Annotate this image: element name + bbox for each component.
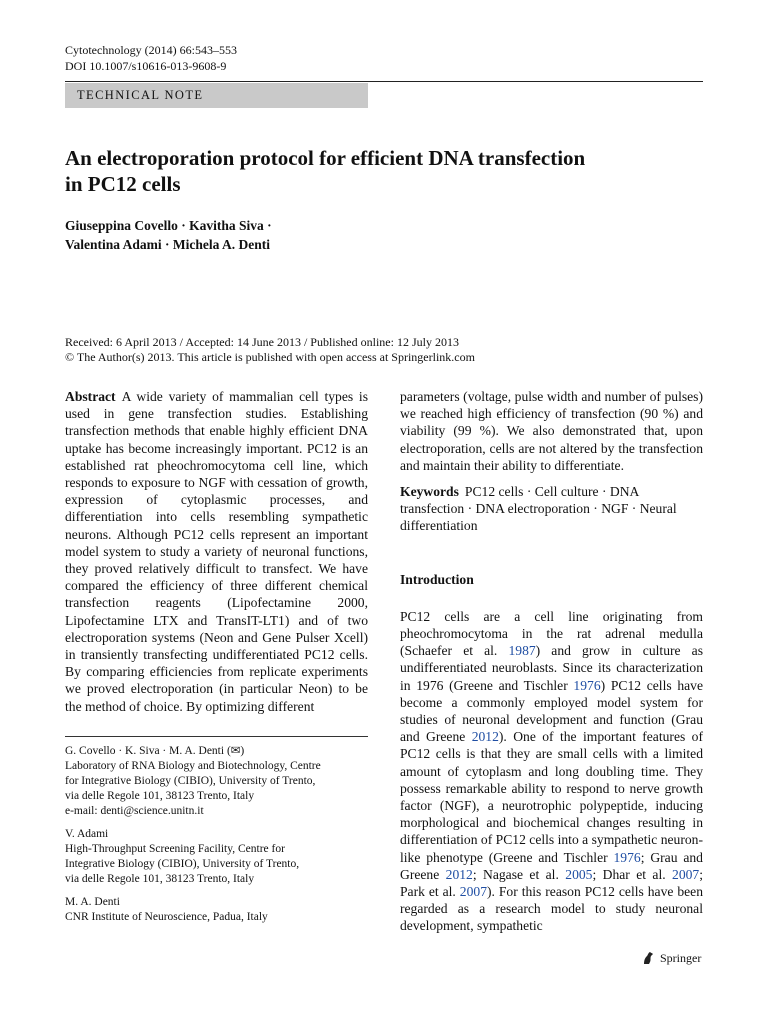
intro-text: ). For this reason PC12 cells have been regarded as a research model to study neuronal development, sympathetic (400, 884, 704, 934)
reference-link[interactable]: 2007 (672, 866, 700, 882)
affiliation-3 (65, 895, 368, 925)
affiliation-line: Integrative Biology (CIBIO), University of Trento, (65, 858, 300, 870)
title-line-2: in PC12 cells (65, 172, 181, 196)
abstract-column (65, 388, 368, 715)
affiliation-rule (65, 736, 368, 737)
affiliation-line: V. Adami (65, 828, 109, 840)
publication-history (65, 335, 705, 365)
affiliation-line: CNR Institute of Neuroscience, Padua, Italy (65, 911, 268, 923)
keywords-label: Keywords (400, 484, 459, 500)
article-title (65, 145, 705, 197)
publisher-logo (640, 950, 701, 966)
abstract-continued: parameters (voltage, pulse width and number of pulses) we reached high efficiency of transfection (90 %) and viability (99 %). We also demonstrated that, upon electroporation, cells are not altered by the transfection and maintain their ability to differentiate. (400, 389, 703, 473)
keywords-text: PC12 cells · Cell culture · DNA transfection · DNA electroporation · NGF · Neural differentiation (400, 484, 677, 534)
intro-text: ). One of the important features of PC12 cells is that they are small cells with a limited amount of cytoplasm and long doubling time. They possess remarkable ability to respond to nerve growth factor (NGF), a neurotrophic polypeptide, inducing morphological and biochemical changes resulting in differentiation of PC12 cells into a sympathetic neuron-like phenotype (Greene and Tischler (400, 729, 703, 865)
affiliation-email[interactable]: e-mail: denti@science.unitn.it (65, 805, 204, 817)
publisher-name: Springer (660, 951, 702, 965)
introduction-heading: Introduction (400, 571, 474, 587)
affiliation-line: High-Throughput Screening Facility, Centre for (65, 843, 285, 855)
affiliation-line: Laboratory of RNA Biology and Biotechnology, Centre (65, 760, 321, 772)
doi: DOI 10.1007/s10616-013-9608-9 (65, 59, 227, 73)
introduction-paragraph (400, 608, 703, 935)
license-note: © The Author(s) 2013. This article is published with open access at Springerlink.com (65, 350, 475, 364)
keywords (400, 483, 703, 535)
journal-citation: Cytotechnology (2014) 66:543–553 (65, 43, 237, 57)
abstract-text: A wide variety of mammalian cell types is used in gene transfection studies. Establishing transfection methods that enable highly efficient DNA uptake has become increasingly important. PC12 is an established rat pheochromocytoma cell line, which responds to exposure to NGF with cessation of growth, expression of cytoplasmic processes, and differentiation into cells resembling sympathetic neurons. Although PC12 cells represent an important model system to study a variety of neuronal functions, they proved relatively difficult to transfect. We have compared the efficiency of three different chemical transfection reagents (Lipofectamine 2000, Lipofectamine LTX and TransIT-LT1) and of two electroporation systems (Neon and Gene Pulser Xcell) in transiently transfecting undifferentiated PC12 cells. By comparing efficiencies from replicate experiments we proved electroporation (in particular Neon) to be the method of choice. By optimizing different (65, 389, 368, 714)
reference-link[interactable]: 1976 (573, 677, 601, 693)
journal-header (65, 42, 237, 74)
article-type-label: TECHNICAL NOTE (65, 83, 368, 108)
intro-text: ; Park et al. (400, 866, 703, 900)
intro-text: ; Dhar et al. (592, 866, 666, 882)
right-column (400, 388, 703, 935)
history-dates: Received: 6 April 2013 / Accepted: 14 June 2013 / Published online: 12 July 2013 (65, 335, 459, 349)
author-list (65, 216, 465, 254)
intro-text: ; Nagase et al. (472, 866, 559, 882)
authors-line-1: Giuseppina Covello · Kavitha Siva · (65, 218, 272, 233)
affiliation-line: for Integrative Biology (CIBIO), University of Trento, (65, 775, 316, 787)
intro-text: ) PC12 cells have become a commonly employed model system for studies of neuronal development and function (Grau and Greene (400, 677, 703, 745)
affiliation-1 (65, 744, 368, 819)
authors-line-2: Valentina Adami · Michela A. Denti (65, 237, 271, 252)
affiliation-line: via delle Regole 101, 38123 Trento, Italy (65, 873, 255, 885)
abstract-label: Abstract (65, 389, 116, 404)
springer-horse-icon (640, 950, 656, 966)
affiliation-line: M. A. Denti (65, 896, 120, 908)
title-line-1: An electroporation protocol for efficient DNA transfection (65, 146, 586, 170)
reference-link[interactable]: 2012 (445, 866, 473, 882)
affiliation-2 (65, 827, 368, 887)
affiliation-line: via delle Regole 101, 38123 Trento, Italy (65, 790, 255, 802)
reference-link[interactable]: 1976 (613, 849, 641, 865)
reference-link[interactable]: 2012 (471, 729, 499, 745)
intro-text: PC12 cells are a cell line originating from pheochromocytoma in the rat adrenal medulla (Schaefer et al. (400, 608, 703, 659)
affiliation-line: G. Covello · K. Siva · M. A. Denti (✉) (65, 745, 245, 757)
intro-text: ; Grau and Greene (400, 849, 703, 882)
reference-link[interactable]: 2007 (459, 884, 487, 900)
reference-link[interactable]: 2005 (565, 866, 593, 882)
reference-link[interactable]: 1987 (508, 643, 536, 659)
intro-text: ) and grow in culture as undifferentiated neuroblasts. Since its characterization in 1976 (Greene and Tischler (400, 643, 703, 693)
header-rule (65, 81, 703, 82)
